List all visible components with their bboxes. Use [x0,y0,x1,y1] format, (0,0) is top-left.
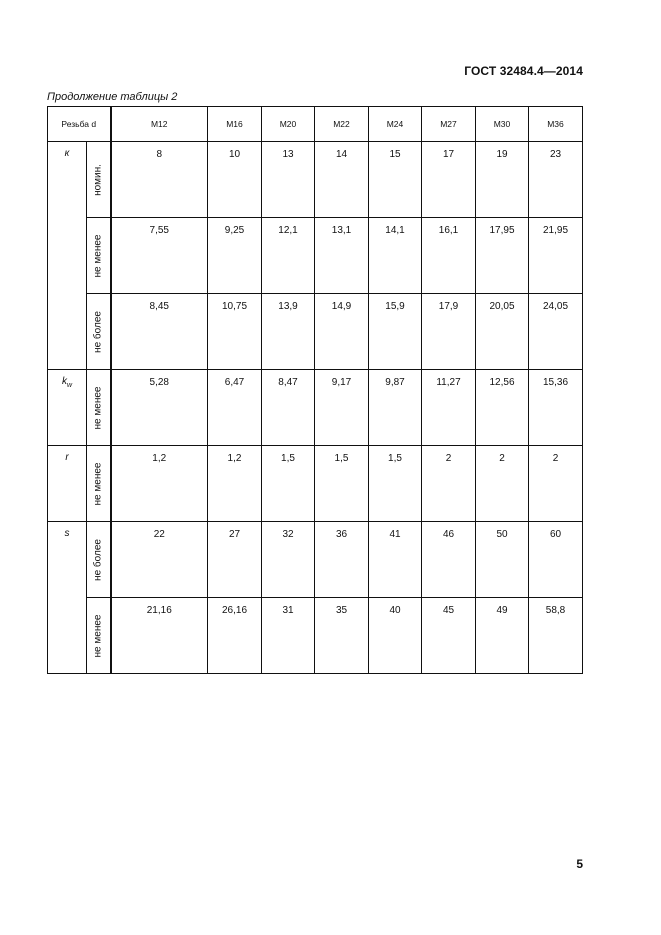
value-cell: 26,16 [208,598,262,674]
column-header: M30 [476,107,529,142]
table-row [48,294,583,370]
qualifier-cell: не менее [87,218,111,294]
value-cell: 2 [476,446,529,522]
value-cell: 45 [422,598,476,674]
param-kw: $k_w$ [48,370,87,446]
column-header: M16 [208,107,262,142]
value-cell: 14 [315,142,369,218]
value-cell: 1,5 [315,446,369,522]
value-cell: 2 [422,446,476,522]
value-cell: 41 [369,522,422,598]
param-r: r [48,446,87,522]
value-cell: 22 [111,522,208,598]
value-cell: 1,5 [369,446,422,522]
value-cell: 8,47 [262,370,315,446]
value-cell: 9,25 [208,218,262,294]
table-row [48,370,583,446]
qualifier-cell: не менее [87,446,111,522]
value-cell: 23 [529,142,583,218]
value-cell: 9,17 [315,370,369,446]
column-header: M22 [315,107,369,142]
value-cell: 24,05 [529,294,583,370]
page-number: 5 [576,857,583,871]
value-cell: 13,1 [315,218,369,294]
value-cell: 10 [208,142,262,218]
value-cell: 5,28 [111,370,208,446]
value-cell: 31 [262,598,315,674]
value-cell: 14,1 [369,218,422,294]
value-cell: 15,9 [369,294,422,370]
document-code: ГОСТ 32484.4—2014 [464,64,583,78]
value-cell: 21,95 [529,218,583,294]
value-cell: 21,16 [111,598,208,674]
value-cell: 46 [422,522,476,598]
table-caption: Продолжение таблицы 2 [47,91,178,103]
value-cell: 10,75 [208,294,262,370]
column-header: M20 [262,107,315,142]
table-row [48,522,583,598]
value-cell: 14,9 [315,294,369,370]
param-s: s [48,522,87,674]
table-row [48,142,583,218]
qualifier-cell: не более [87,294,111,370]
value-cell: 7,55 [111,218,208,294]
value-cell: 11,27 [422,370,476,446]
value-cell: 6,47 [208,370,262,446]
value-cell: 17,9 [422,294,476,370]
table-row [48,598,583,674]
column-header: M27 [422,107,476,142]
param-k: к [48,142,87,370]
value-cell: 17,95 [476,218,529,294]
value-cell: 49 [476,598,529,674]
value-cell: 8,45 [111,294,208,370]
spec-table [47,106,583,674]
value-cell: 1,5 [262,446,315,522]
table-row [48,218,583,294]
thread-label: Резьба d [48,107,111,142]
value-cell: 13,9 [262,294,315,370]
value-cell: 12,56 [476,370,529,446]
table-row [48,446,583,522]
header-row [48,107,583,142]
value-cell: 12,1 [262,218,315,294]
column-header: M12 [111,107,208,142]
value-cell: 50 [476,522,529,598]
value-cell: 15 [369,142,422,218]
column-header: M36 [529,107,583,142]
value-cell: 19 [476,142,529,218]
value-cell: 20,05 [476,294,529,370]
value-cell: 32 [262,522,315,598]
value-cell: 58,8 [529,598,583,674]
value-cell: 40 [369,598,422,674]
value-cell: 8 [111,142,208,218]
value-cell: 9,87 [369,370,422,446]
value-cell: 27 [208,522,262,598]
value-cell: 17 [422,142,476,218]
qualifier-cell: не более [87,522,111,598]
qualifier-cell: номин. [87,142,111,218]
value-cell: 36 [315,522,369,598]
value-cell: 60 [529,522,583,598]
value-cell: 35 [315,598,369,674]
qualifier-cell: не менее [87,370,111,446]
value-cell: 15,36 [529,370,583,446]
value-cell: 16,1 [422,218,476,294]
value-cell: 2 [529,446,583,522]
qualifier-cell: не менее [87,598,111,674]
value-cell: 1,2 [111,446,208,522]
value-cell: 13 [262,142,315,218]
value-cell: 1,2 [208,446,262,522]
column-header: M24 [369,107,422,142]
